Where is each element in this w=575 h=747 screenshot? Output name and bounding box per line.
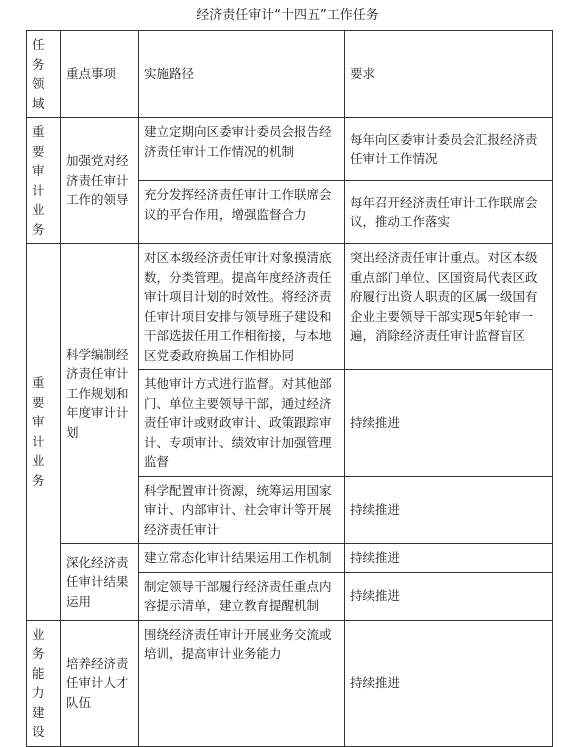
header-req: 要求 <box>345 31 553 118</box>
header-item: 重点事项 <box>61 31 139 118</box>
item-cell: 加强党对经济责任审计工作的领导 <box>61 118 139 244</box>
item-cell: 培养经济责任审计人才队伍 <box>61 620 139 746</box>
path-cell: 科学配置审计资源，统筹运用国家审计、内部审计、社会审计等开展经济责任审计 <box>139 476 345 544</box>
path-cell: 围绕经济责任审计开展业务交流或培训，提高审计业务能力 <box>139 620 345 746</box>
page-title: 经济责任审计“十四五”工作任务 <box>196 8 379 23</box>
path-cell: 对区本级经济责任审计对象摸清底数，分类管理。提高年度经济责任审计项目计划的时效性。将经济责任审计项目安排与领导班子建设和干部选拔任用工作相衔接，与本地区党委政府换届工作相协同 <box>139 244 345 370</box>
req-cell: 持续推进 <box>345 544 553 573</box>
req-cell: 每年召开经济责任审计工作联席会议，推动工作落实 <box>345 181 553 244</box>
req-cell: 持续推进 <box>345 370 553 477</box>
item-cell: 科学编制经济责任审计工作规划和年度审计计划 <box>61 244 139 544</box>
header-area: 任务领域 <box>27 31 61 118</box>
item-cell: 深化经济责任审计结果运用 <box>61 544 139 621</box>
area-cell: 业务能力建设 <box>27 620 61 746</box>
path-cell: 制定领导干部履行经济责任重点内容提示清单，建立教育提醒机制 <box>139 572 345 620</box>
req-cell: 每年向区委审计委员会汇报经济责任审计工作情况 <box>345 118 553 181</box>
path-cell: 建立常态化审计结果运用工作机制 <box>139 544 345 573</box>
req-cell: 持续推进 <box>345 620 553 746</box>
task-table <box>26 30 553 747</box>
area-cell: 重要审计业务 <box>27 118 61 244</box>
table-header-row <box>27 31 553 118</box>
req-cell: 持续推进 <box>345 476 553 544</box>
path-cell: 充分发挥经济责任审计工作联席会议的平台作用，增强监督合力 <box>139 181 345 244</box>
area-cell: 重要审计业务 <box>27 244 61 621</box>
header-path: 实施路径 <box>139 31 345 118</box>
req-cell: 持续推进 <box>345 572 553 620</box>
path-cell: 其他审计方式进行监督。对其他部门、单位主要领导干部，通过经济责任审计或财政审计、政策跟踪审计、专项审计、绩效审计加强管理监督 <box>139 370 345 477</box>
table-row <box>27 544 553 573</box>
path-cell: 建立定期向区委审计委员会报告经济责任审计工作情况的机制 <box>139 118 345 181</box>
table-row <box>27 620 553 746</box>
req-cell: 突出经济责任审计重点。对区本级重点部门单位、区国资局代表区政府履行出资人职责的区属一级国有企业主要领导干部实现5年轮审一遍，消除经济责任审计监督盲区 <box>345 244 553 370</box>
table-row <box>27 244 553 370</box>
table-row <box>27 118 553 181</box>
